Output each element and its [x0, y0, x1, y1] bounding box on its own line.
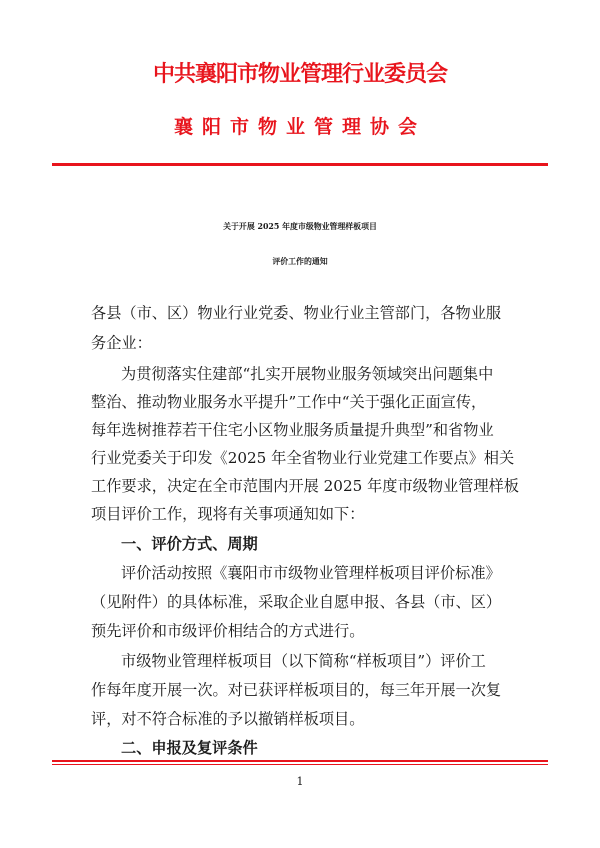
footer-red-rule	[52, 760, 548, 765]
para1-line2: 整治、推动物业服务水平提升”工作中“关于强化正面宣传，	[91, 393, 487, 411]
section-heading-1: 一、评价方式、周期	[121, 535, 258, 553]
para3-line3: 评，对不符合标准的予以撤销样板项目。	[91, 710, 365, 728]
para2-line3: 预先评价和市级评价相结合的方式进行。	[91, 622, 365, 640]
para2-line2: （见附件）的具体标准，采取企业自愿申报、各县（市、区）	[91, 593, 502, 611]
issuer-header-association: 襄阳市物业管理协会	[173, 116, 426, 138]
para1-line6: 项目评价工作，现将有关事项通知如下：	[91, 505, 365, 523]
para3-line1: 市级物业管理样板项目（以下简称“样板项目”）评价工	[121, 652, 486, 670]
section-heading-2: 二、申报及复评条件	[121, 739, 258, 757]
addressee-line1: 各县（市、区）物业行业党委、物业行业主管部门，各物业服	[91, 304, 502, 322]
header-red-rule	[52, 163, 548, 166]
para1-line3: 每年选树推荐若干住宅小区物业服务质量提升典型”和省物业	[91, 421, 494, 439]
para1-line4: 行业党委关于印发《2025 年全省物业行业党建工作要点》相关	[91, 449, 515, 467]
para1-line1: 为贯彻落实住建部“扎实开展物业服务领域突出问题集中	[121, 365, 494, 383]
document-title-line2: 评价工作的通知	[272, 257, 328, 266]
para2-line1: 评价活动按照《襄阳市市级物业管理样板项目评价标准》	[121, 564, 501, 582]
issuer-header-party-committee: 中共襄阳市物业管理行业委员会	[152, 61, 447, 87]
page-number: 1	[296, 775, 304, 788]
para3-line2: 作每年度开展一次。对已获评样板项目的，每三年开展一次复	[91, 681, 502, 699]
document-title-line1: 关于开展 2025 年度市级物业管理样板项目	[223, 222, 377, 231]
para1-line5: 工作要求，决定在全市范围内开展 2025 年度市级物业管理样板	[91, 477, 519, 495]
addressee-line2: 务企业：	[91, 334, 152, 352]
